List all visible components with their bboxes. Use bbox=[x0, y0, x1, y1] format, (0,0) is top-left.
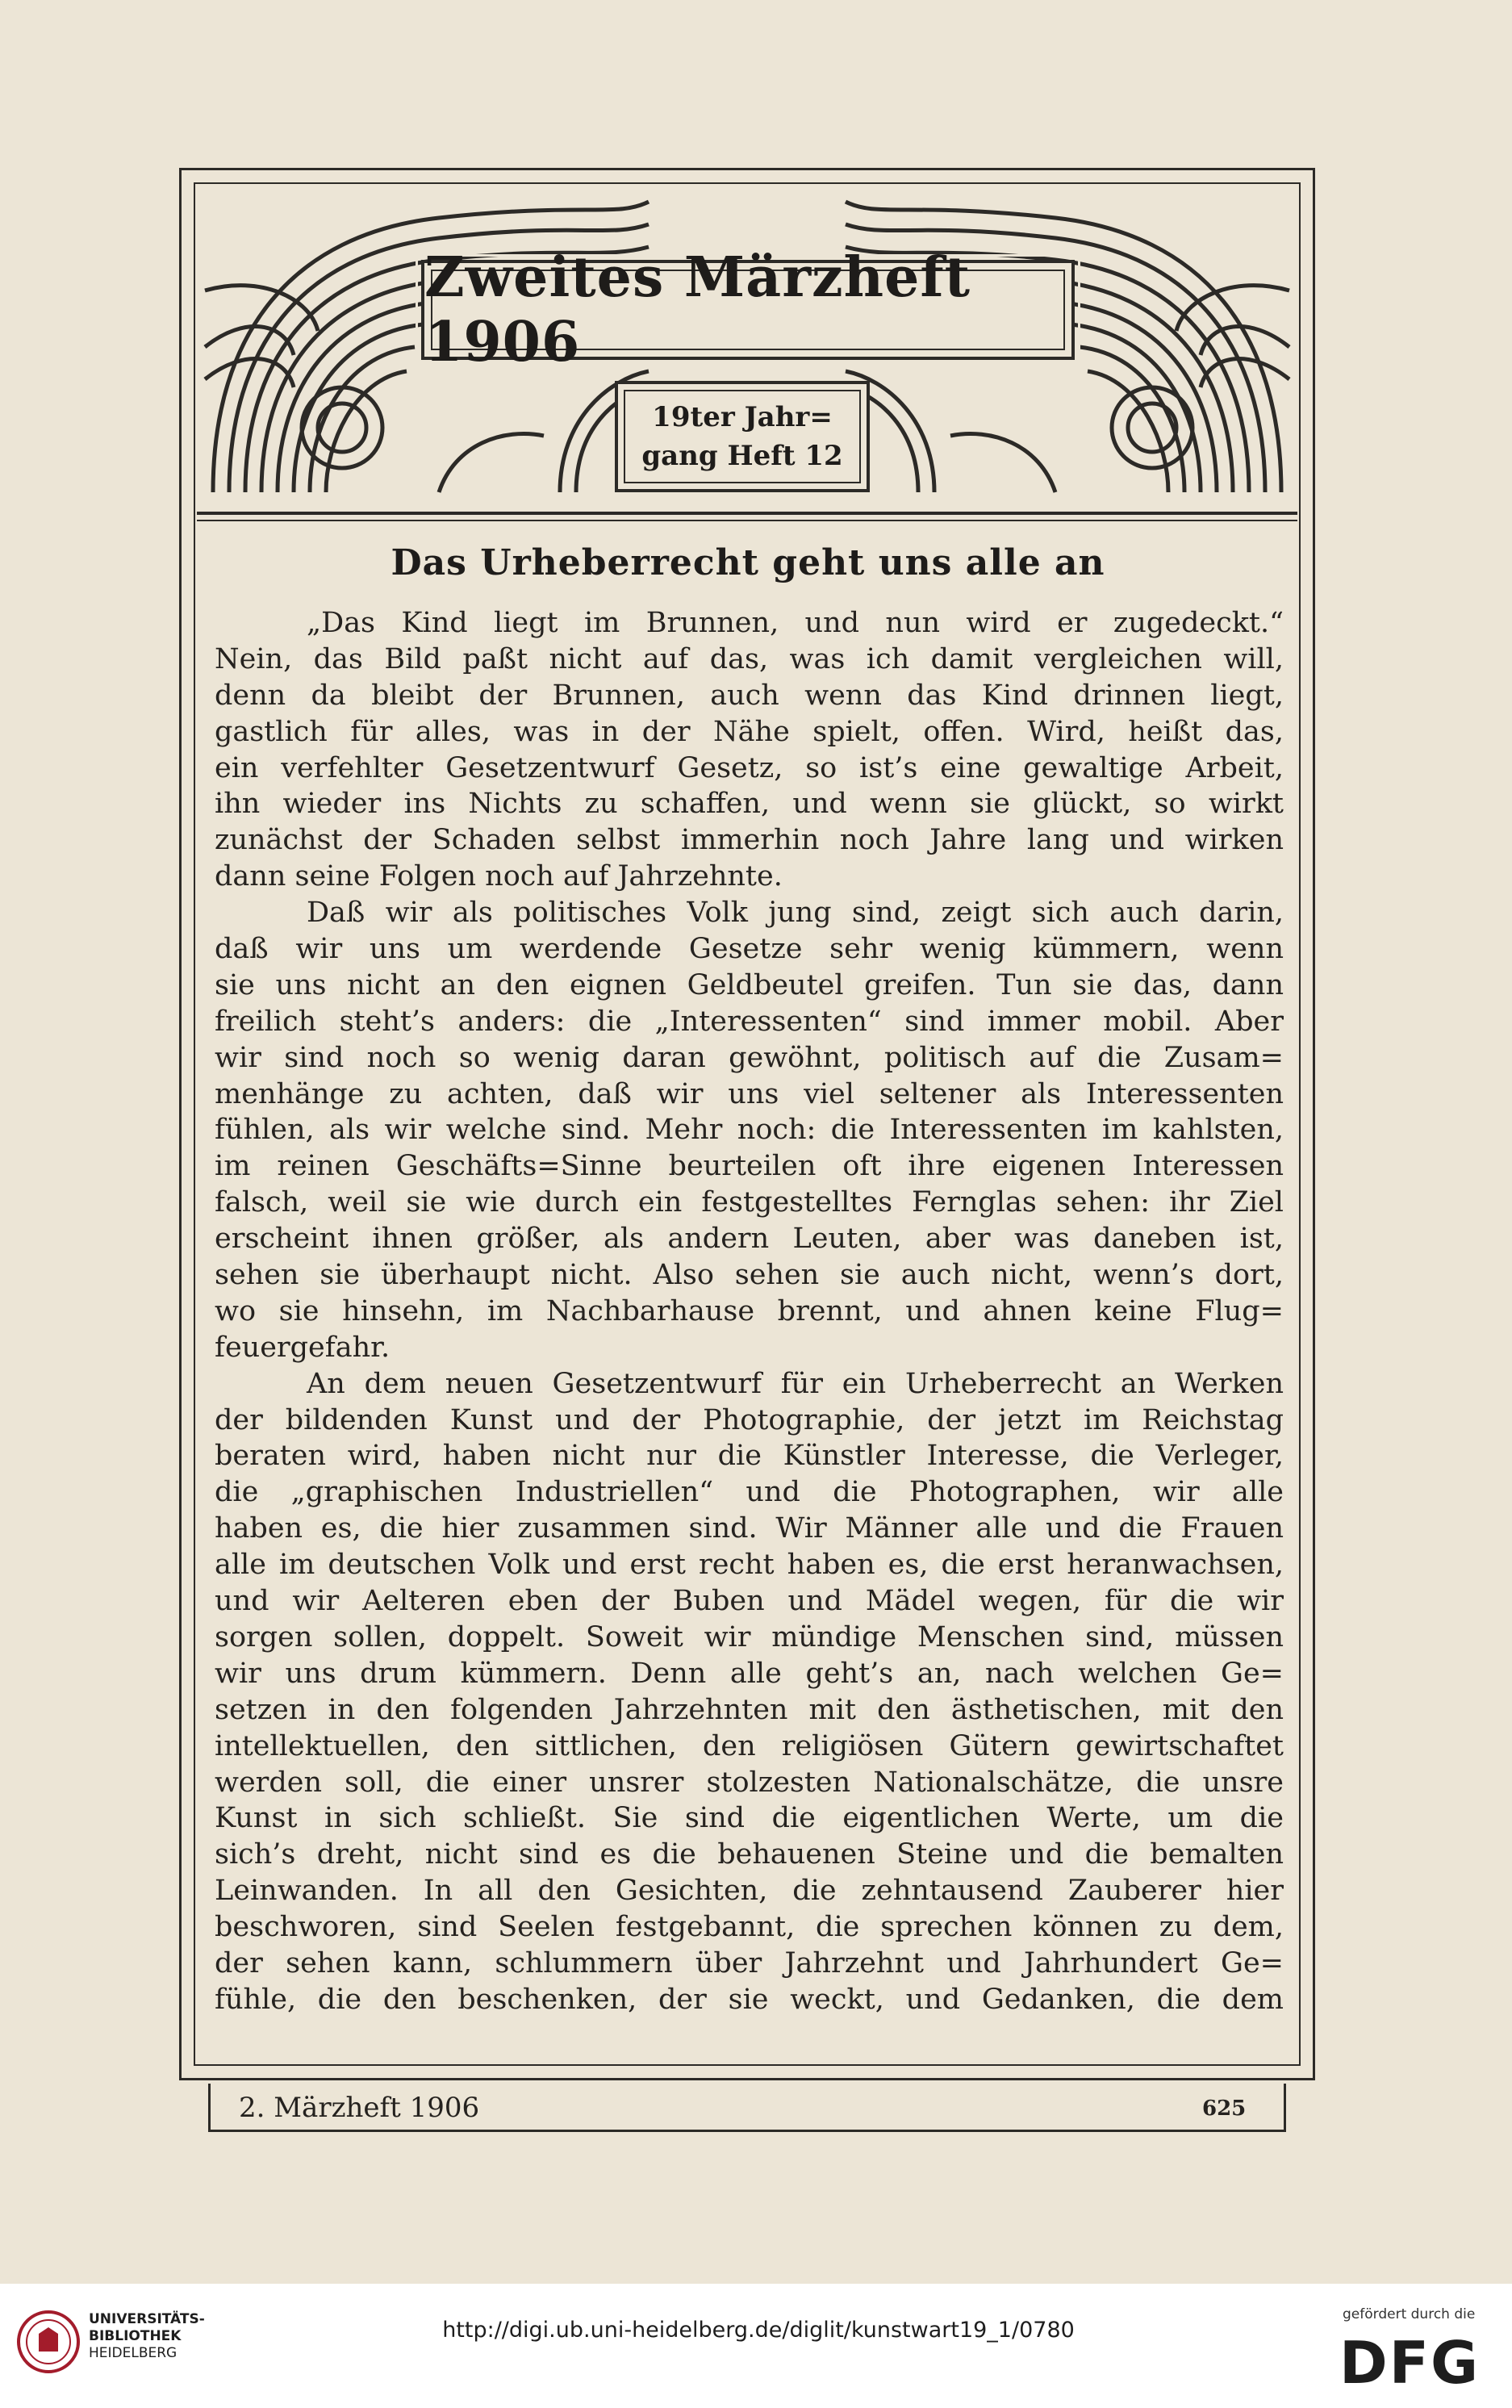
text-line: der bildenden Kunst und der Photographie, der jetzt im Reichstag bbox=[215, 1403, 1284, 1436]
text-line: alle im deutschen Volk und erst recht haben es, die erst heranwachsen, bbox=[215, 1549, 1284, 1582]
header-divider bbox=[197, 512, 1297, 515]
text-line: beraten wird, haben nicht nur die Künstler Interesse, die Verleger, bbox=[215, 1440, 1284, 1473]
header-divider-thin bbox=[197, 520, 1297, 521]
text-line: sich’s dreht, nicht sind es die behauenen Steine und die bemalten bbox=[215, 1838, 1284, 1871]
text-line: zunächst der Schaden selbst immerhin noch Jahre lang und wirken bbox=[215, 824, 1284, 857]
text-line: fühlen, als wir welche sind. Mehr noch: die Interessenten im kahlsten, bbox=[215, 1114, 1284, 1147]
text-line: Kunst in sich schließt. Sie sind die eigentlichen Werte, um die bbox=[215, 1802, 1284, 1835]
text-line: „Das Kind liegt im Brunnen, und nun wird er zugedeckt.“ bbox=[307, 607, 1284, 639]
text-line: setzen in den folgenden Jahrzehnten mit den ästhetischen, mit den bbox=[215, 1693, 1284, 1726]
text-line: Nein, das Bild paßt nicht auf das, was ich damit vergleichen will, bbox=[215, 642, 1284, 675]
article-body bbox=[215, 605, 1284, 2018]
issue-title: Zweites Märzheft 1906 bbox=[424, 245, 971, 374]
text-line: sorgen sollen, doppelt. Soweit wir mündige Menschen sind, müssen bbox=[215, 1620, 1284, 1653]
text-line: der sehen kann, schlummern über Jahrzehnt und Jahrhundert Ge= bbox=[215, 1946, 1284, 1979]
text-line: wo sie hinsehn, im Nachbarhause brennt, und ahnen keine Flug= bbox=[215, 1294, 1284, 1327]
text-line: feuergefahr. bbox=[215, 1331, 391, 1364]
text-line: erscheint ihnen größer, als andern Leuten, aber was daneben ist, bbox=[215, 1223, 1284, 1256]
text-line: An dem neuen Gesetzentwurf für ein Urheberrecht an Werken bbox=[307, 1367, 1284, 1400]
text-line: dann seine Folgen noch auf Jahrzehnte. bbox=[215, 860, 783, 893]
text-line: ein verfehlter Gesetzentwurf Gesetz, so ist’s eine gewaltige Arbeit, bbox=[215, 751, 1284, 784]
text-line: falsch, weil sie wie durch ein festgestelltes Fernglas sehen: ihr Ziel bbox=[215, 1186, 1284, 1219]
text-line: im reinen Geschäfts=Sinne beurteilen oft ihre eigenen Interessen bbox=[215, 1150, 1284, 1183]
text-line: sehen sie überhaupt nicht. Also sehen sie auch nicht, wenn’s dort, bbox=[215, 1259, 1284, 1292]
text-line: wir sind noch so wenig daran gewöhnt, politisch auf die Zusam= bbox=[215, 1041, 1284, 1074]
text-line: fühle, die den beschenken, der sie weckt, und Gedanken, die dem bbox=[215, 1983, 1284, 2016]
text-line: gastlich für alles, was in der Nähe spielt, offen. Wird, heißt das, bbox=[215, 715, 1284, 748]
page-number: 625 bbox=[1202, 2097, 1247, 2121]
funding-caption: gefördert durch die bbox=[1343, 2306, 1476, 2322]
article-title: Das Urheberrecht geht uns alle an bbox=[391, 542, 1105, 583]
text-line: Leinwanden. In all den Gesichten, die zehntausend Zauberer hier bbox=[215, 1875, 1284, 1908]
text-line: menhänge zu achten, daß wir uns viel seltener als Interessenten bbox=[215, 1077, 1284, 1110]
text-line: ihn wieder ins Nichts zu schaffen, und wenn sie glückt, so wirkt bbox=[215, 788, 1284, 821]
text-line: wir uns drum kümmern. Denn alle geht’s an, nach welchen Ge= bbox=[215, 1657, 1284, 1690]
volume-box bbox=[615, 381, 870, 492]
volume-line-2: gang Heft 12 bbox=[641, 440, 843, 472]
volume-line-1: 19ter Jahr= bbox=[652, 401, 833, 433]
text-line: die „graphischen Industriellen“ und die Photographen, wir alle bbox=[215, 1476, 1284, 1509]
text-line: sie uns nicht an den eignen Geldbeutel greifen. Tun sie das, dann bbox=[215, 968, 1284, 1001]
footer-issue: 2. Märzheft 1906 bbox=[239, 2092, 480, 2124]
source-url[interactable]: http://digi.ub.uni-heidelberg.de/diglit/kunstwart19_1/0780 bbox=[442, 2318, 1075, 2343]
text-line: freilich steht’s anders: die „Interessenten“ sind immer mobil. Aber bbox=[215, 1005, 1284, 1038]
library-name: UNIVERSITÄTS- BIBLIOTHEK HEIDELBERG bbox=[89, 2311, 205, 2361]
text-line: intellektuellen, den sittlichen, den religiösen Gütern gewirtschaftet bbox=[215, 1729, 1284, 1762]
text-line: und wir Aelteren eben der Buben und Mädel wegen, für die wir bbox=[215, 1585, 1284, 1618]
text-line: denn da bleibt der Brunnen, auch wenn das Kind drinnen liegt, bbox=[215, 679, 1284, 712]
dfg-logo: DFG bbox=[1339, 2329, 1481, 2397]
library-seal-icon bbox=[16, 2310, 81, 2374]
text-line: daß wir uns um werdende Gesetze sehr wenig kümmern, wenn bbox=[215, 933, 1284, 966]
issue-title-box bbox=[421, 245, 1075, 374]
text-line: werden soll, die einer unsrer stolzesten Nationalschätze, die unsre bbox=[215, 1766, 1284, 1799]
text-line: haben es, die hier zusammen sind. Wir Männer alle und die Frauen bbox=[215, 1512, 1284, 1545]
text-line: Daß wir als politisches Volk jung sind, zeigt sich auch darin, bbox=[307, 897, 1284, 930]
text-line: beschworen, sind Seelen festgebannt, die sprechen können zu dem, bbox=[215, 1911, 1284, 1944]
